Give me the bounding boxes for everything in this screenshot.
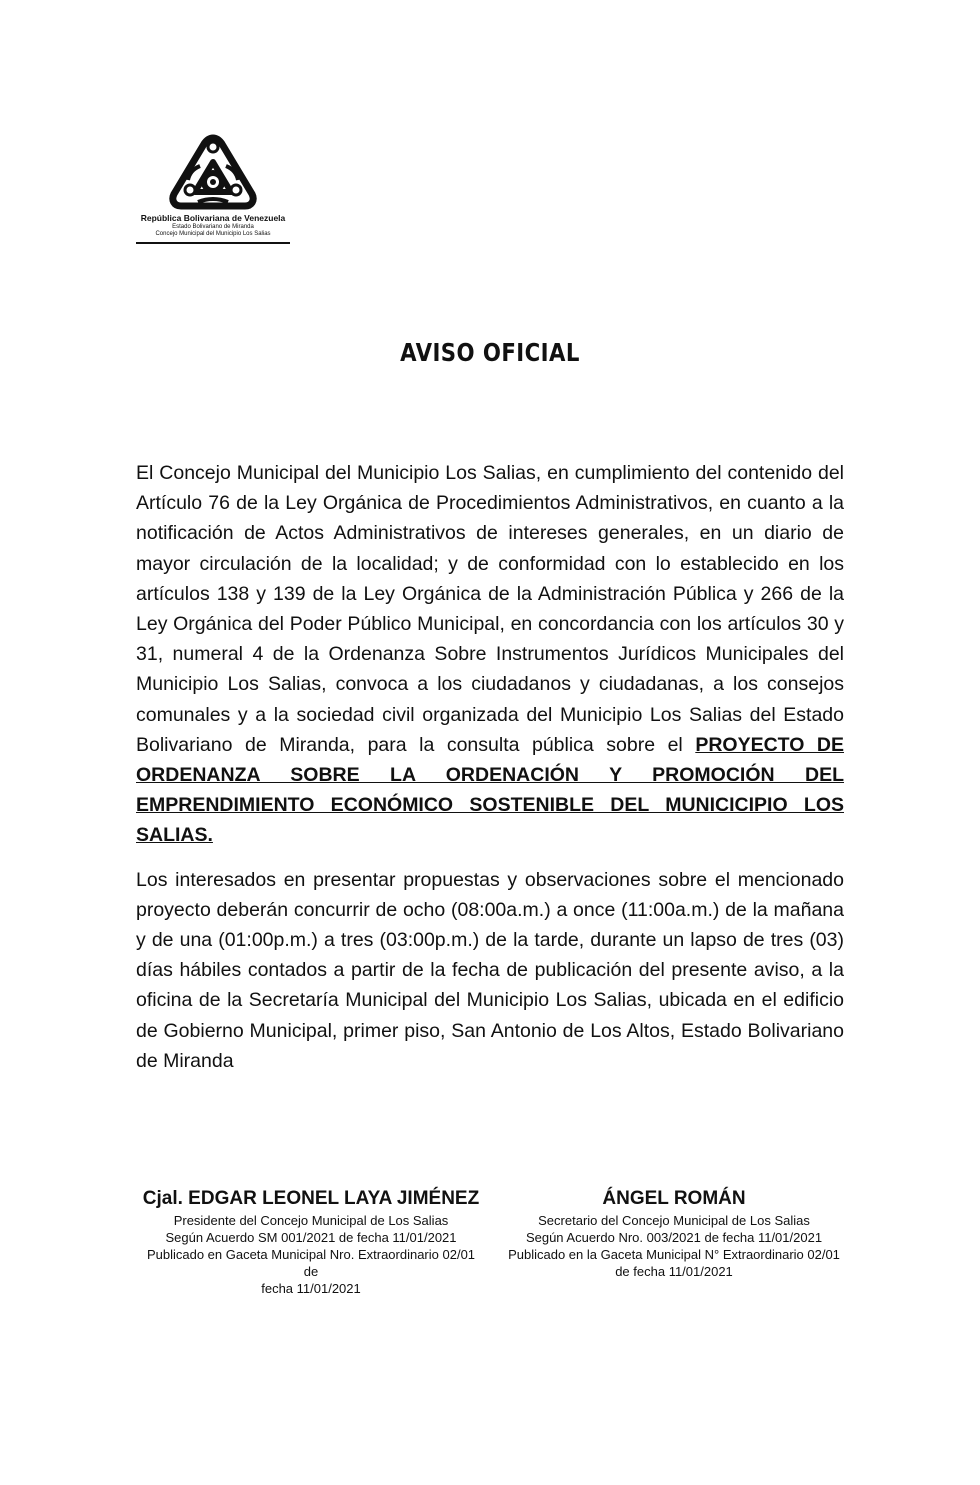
header-council: Concejo Municipal del Municipio Los Salias [155,230,271,237]
signature-block-president [138,1188,484,1297]
signatory-gazette: Publicado en la Gaceta Municipal N° Extraordinario 02/01 [508,1247,840,1262]
page-title: AVISO OFICIAL [400,338,580,367]
signature-block-secretary [506,1188,842,1280]
municipal-emblem-icon [168,132,258,212]
signatory-agreement: Según Acuerdo SM 001/2021 de fecha 11/01/2021 [165,1230,457,1245]
signatory-role: Secretario del Concejo Municipal de Los Salias [538,1213,810,1228]
project-title: PROYECTO DE ORDENANZA SOBRE LA ORDENACIÓN Y PROMOCIÓN DEL EMPRENDIMIENTO ECONÓMICO SOSTENIBLE DEL MUNICICIPIO LOS SALIAS. [136,733,844,847]
signatory-agreement: Según Acuerdo Nro. 003/2021 de fecha 11/01/2021 [525,1230,823,1245]
notice-paragraph-1 [136,458,844,851]
signatory-date: de fecha 11/01/2021 [615,1264,733,1279]
notice-paragraph-2: Los interesados en presentar propuestas y observaciones sobre el mencionado proyecto deberán concurrir de ocho (08:00a.m.) a once (11:00a.m.) de la mañana y de una (01:00p.m.) a tres (03:00p.m.) de la tarde, durante un lapso de tres (03) días hábiles contados a partir de la fecha de publicación del presente aviso, a la oficina de la Secretaría Municipal del Municipio Los Salias, ubicada en el edificio de Gobierno Municipal, primer piso, San Antonio de Los Altos, Estado Bolivariano de Miranda [136,868,844,1072]
letterhead [136,132,290,244]
signatory-name: ÁNGEL ROMÁN [602,1188,746,1209]
paragraph-1-text: El Concejo Municipal del Municipio Los Salias, en cumplimiento del contenido del Artículo 76 de la Ley Orgánica de Procedimientos Administrativos, en cuanto a la notificación de Actos Administrativos de intereses generales, en un diario de mayor circulación de la localidad; y de conformidad con lo establecido en los artículos 138 y 139 de la Ley Orgánica de la Administración Pública y 266 de la Ley Orgánica del Poder Público Municipal, en concordancia con los artículos 30 y 31, numeral 4 de la Ordenanza Sobre Instrumentos Jurídicos Municipales del Municipio Los Salias, convoca a los ciudadanos y ciudadanas, a los consejos comunales y a la sociedad civil organizada del Municipio Los Salias del Estado Bolivariano de Miranda, para la consulta pública sobre el [136,462,844,756]
header-divider [136,242,290,244]
notice-body [136,458,844,1076]
signatory-date: fecha 11/01/2021 [261,1281,361,1296]
signatory-gazette: Publicado en Gaceta Municipal Nro. Extraordinario 02/01 de [146,1247,476,1279]
signatory-name: Cjal. EDGAR LEONEL LAYA JIMÉNEZ [142,1188,480,1209]
header-country: República Bolivariana de Venezuela [140,213,286,223]
header-state: Estado Bolivariano de Miranda [172,223,254,230]
signatory-role: Presidente del Concejo Municipal de Los Salias [173,1213,449,1228]
